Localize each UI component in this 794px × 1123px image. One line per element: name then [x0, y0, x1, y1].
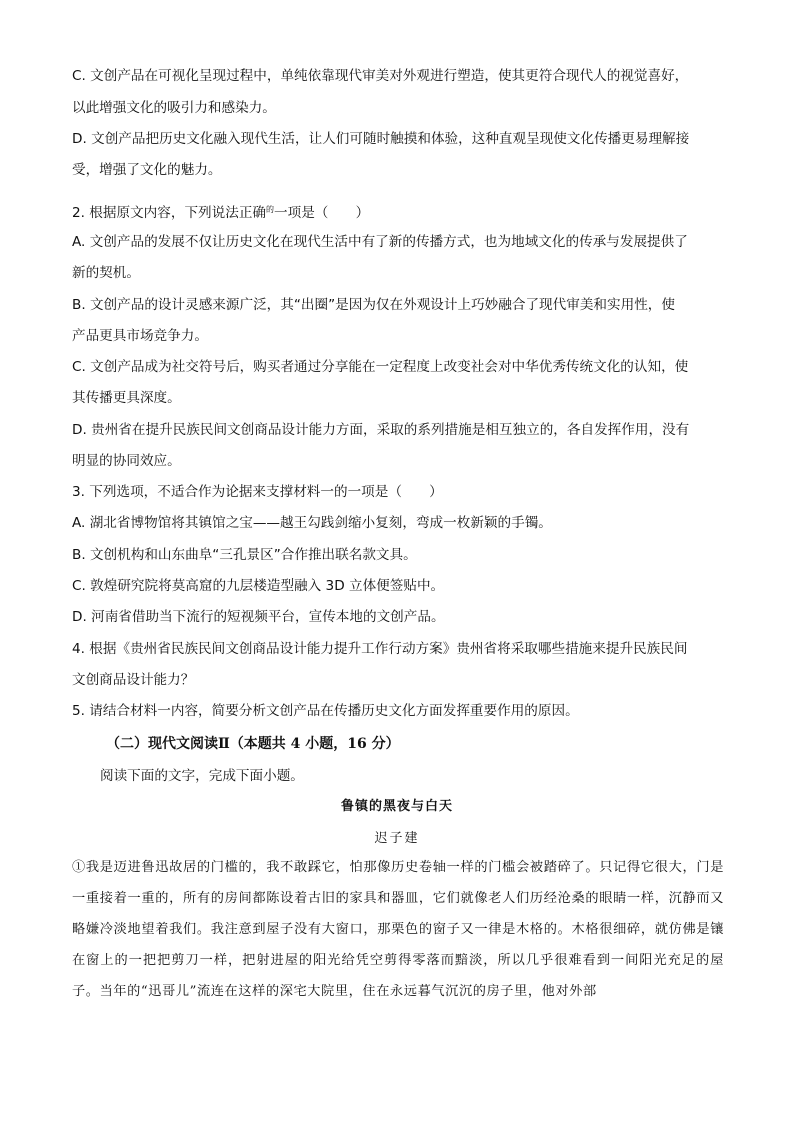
q1-option-c-line1: C. 文创产品在可视化呈现过程中，单纯依靠现代审美对外观进行塑造，使其更符合现代人的视觉喜好， — [72, 68, 689, 84]
q2-option-d-line1: D. 贵州省在提升民族民间文创商品设计能力方面，采取的系列措施是相互独立的，各自发挥作用，没有 — [72, 422, 690, 438]
q2-option-c-line1: C. 文创产品成为社交符号后，购买者通过分享能在一定程度上改变社会对中华优秀传统文化的认知，使 — [72, 359, 689, 375]
q5-line1: 5. 请结合材料一内容，简要分析文创产品在传播历史文化方面发挥重要作用的原因。 — [72, 703, 579, 719]
q4-line2: 文创商品设计能力？ — [72, 672, 195, 688]
q2-stem-sup: 的 — [266, 205, 275, 214]
q2-option-a-line1: A. 文创产品的发展不仅让历史文化在现代生活中有了新的传播方式，也为地域文化的传承与发展提供了 — [72, 234, 688, 250]
reading-instruction: 阅读下面的文字，完成下面小题。 — [100, 768, 304, 784]
q2-option-b-line2: 产品更具市场竞争力。 — [72, 328, 208, 344]
q1-option-d-line2: 受，增强了文化的魅力。 — [72, 162, 222, 178]
q2-stem-a: 2. 根据原文内容，下列说法正确 — [72, 205, 267, 221]
q2-option-a-line2: 新的契机。 — [72, 265, 140, 281]
passage-paragraph-1: ①我是迈进鲁迅故居的门槛的，我不敢踩它，怕那像历史卷轴一样的门槛会被踏碎了。只记得它很大，门是一重接着一重的，所有的房间都陈设着古旧的家具和器皿，它们就像老人们历经沧桑的眼睛一样，沉静而又略嫌冷淡地望着我们。我注意到屋子没有大窗口，那栗色的窗子又一律是木格的。木格很细碎，就仿佛是镶在窗上的一把把剪刀一样，把射进屋的阳光给凭空剪得零落而黯淡，所以几乎很难看到一间阳光充足的屋子。当年的“迅哥儿”流连在这样的深宅大院里，住在永远暮气沉沉的房子里，他对外部 — [72, 860, 724, 999]
q3-stem: 3. 下列选项，不适合作为论据来支撑材料一的一项是（ ） — [72, 484, 443, 500]
q1-option-c-line2: 以此增强文化的吸引力和感染力。 — [72, 100, 276, 116]
section-heading: （二）现代文阅读Ⅱ（本题共 4 小题，16 分） — [106, 736, 400, 752]
q1-option-d-line1: D. 文创产品把历史文化融入现代生活，让人们可随时触摸和体验，这种直观呈现使文化传播更易理解接 — [72, 131, 690, 147]
q2-option-c-line2: 其传播更具深度。 — [72, 390, 181, 406]
q2-stem — [72, 194, 724, 229]
q4-line1: 4. 根据《贵州省民族民间文创商品设计能力提升工作行动方案》贵州省将采取哪些措施来提升民族民间 — [72, 641, 688, 657]
passage-author: 迟子建 — [374, 831, 420, 846]
passage-title: 鲁镇的黑夜与白天 — [340, 799, 453, 814]
q3-option-d: D. 河南省借助当下流行的短视频平台，宣传本地的文创产品。 — [72, 609, 445, 625]
q3-option-b: B. 文创机构和山东曲阜“三孔景区”合作推出联名款文具。 — [72, 547, 417, 563]
q2-stem-b: 一项是（ ） — [274, 205, 370, 221]
q3-option-a: A. 湖北省博物馆将其镇馆之宝——越王勾践剑缩小复刻，弯成一枚新颖的手镯。 — [72, 515, 552, 531]
q2-option-b-line1: B. 文创产品的设计灵感来源广泛，其“出圈”是因为仅在外观设计上巧妙融合了现代审美和实用性，使 — [72, 297, 675, 313]
q3-option-c: C. 敦煌研究院将莫高窟的九层楼造型融入 3D 立体便签贴中。 — [72, 578, 445, 594]
q2-option-d-line2: 明显的协同效应。 — [72, 453, 181, 469]
